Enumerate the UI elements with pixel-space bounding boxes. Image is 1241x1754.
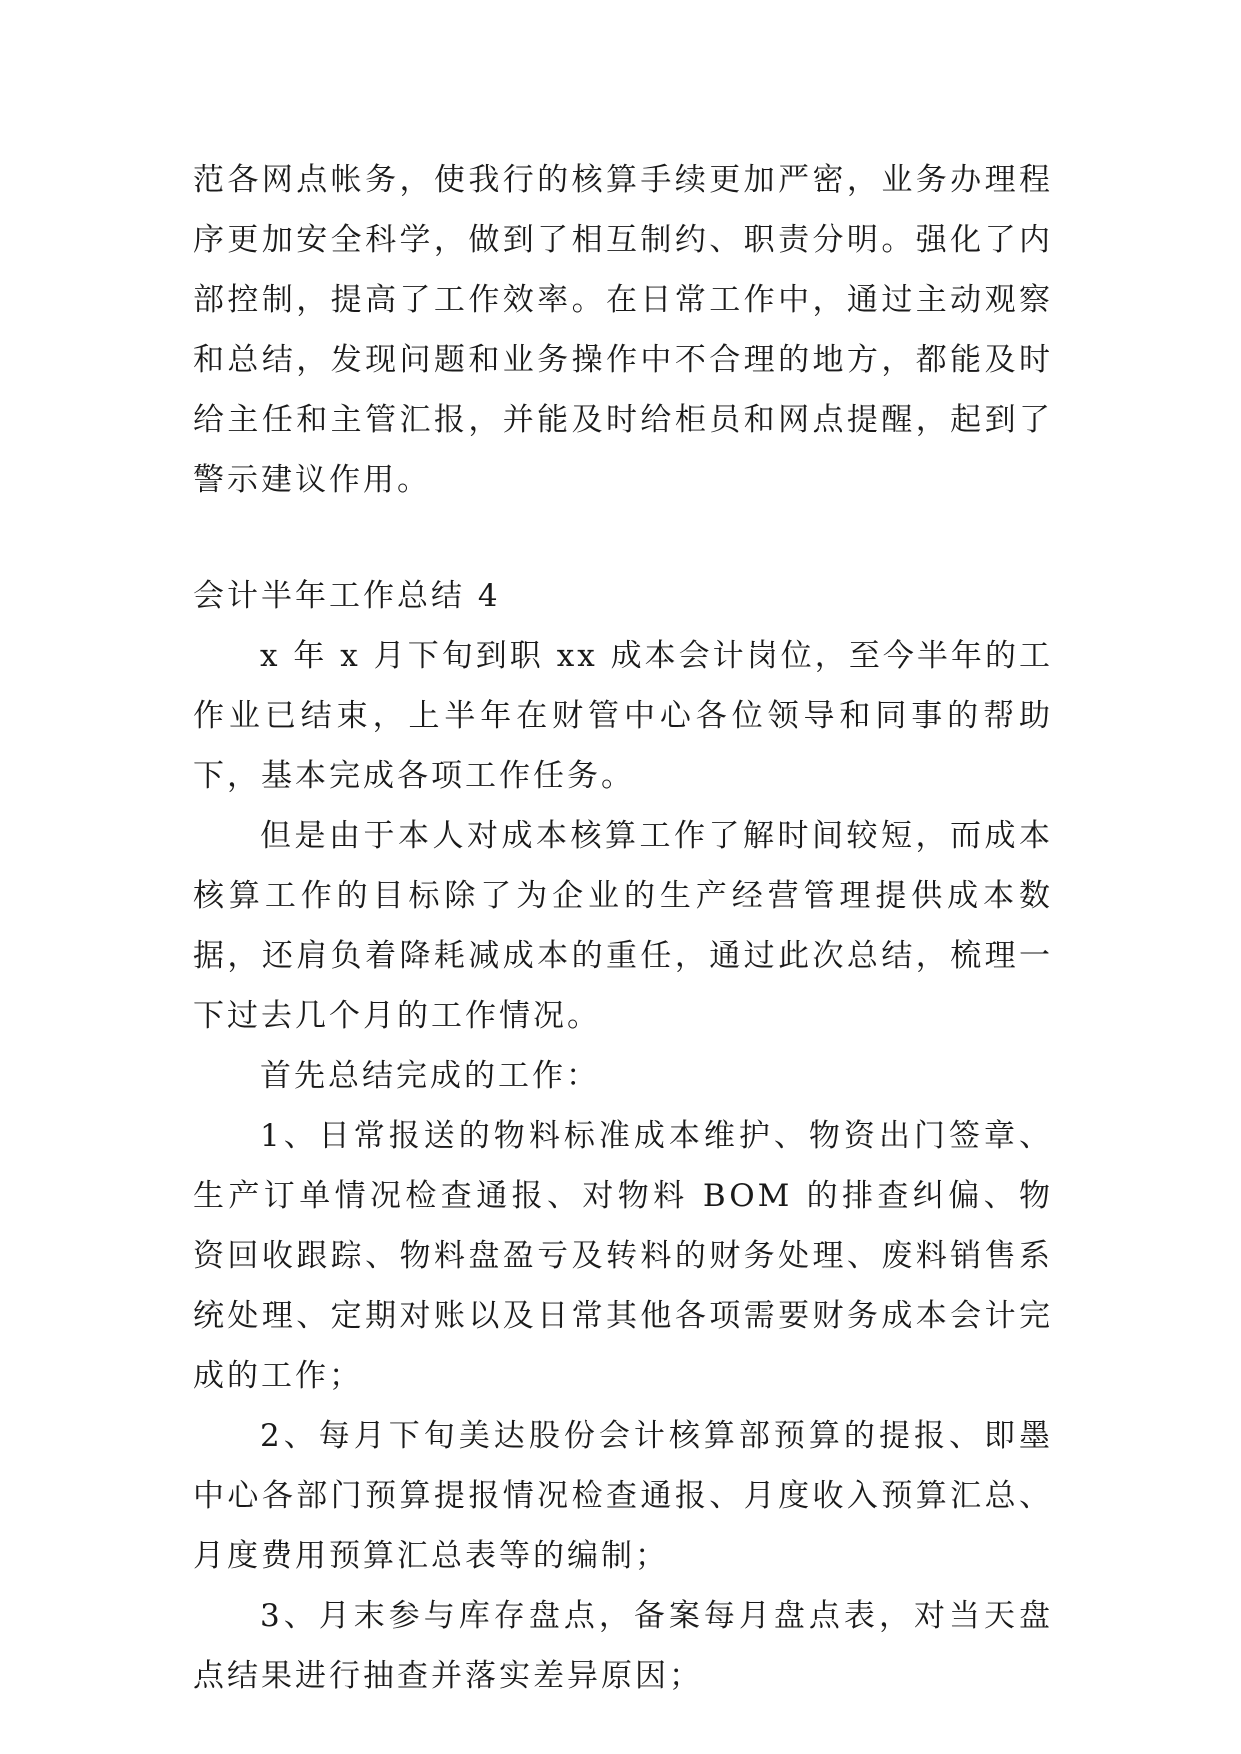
paragraph-2: 但是由于本人对成本核算工作了解时间较短，而成本核算工作的目标除了为企业的生产经营管理提供成本数据，还肩负着降耗减成本的重任，通过此次总结，梳理一下过去几个月的工作情况。 <box>193 818 1053 1034</box>
paragraph-1: x 年 x 月下旬到职 xx 成本会计岗位，至今半年的工作业已结束，上半年在财管中心各位领导和同事的帮助下，基本完成各项工作任务。 <box>193 638 1053 794</box>
paragraph-4: 1、日常报送的物料标准成本维护、物资出门签章、生产订单情况检查通报、对物料 BOM 的排查纠偏、物资回收跟踪、物料盘盈亏及转料的财务处理、废料销售系统处理、定期对账以及日常其他各项需要财务成本会计完成的工作； <box>193 1118 1053 1394</box>
paragraph-3: 首先总结完成的工作： <box>260 1058 600 1094</box>
section-title: 会计半年工作总结 4 <box>193 578 501 614</box>
intro-paragraph: 范各网点帐务，使我行的核算手续更加严密，业务办理程序更加安全科学，做到了相互制约、职责分明。强化了内部控制，提高了工作效率。在日常工作中，通过主动观察和总结，发现问题和业务操作中不合理的地方，都能及时给主任和主管汇报，并能及时给柜员和网点提醒，起到了警示建议作用。 <box>193 162 1053 498</box>
paragraph-5: 2、每月下旬美达股份会计核算部预算的提报、即墨中心各部门预算提报情况检查通报、月度收入预算汇总、月度费用预算汇总表等的编制； <box>193 1418 1053 1574</box>
paragraph-6: 3、月末参与库存盘点，备案每月盘点表，对当天盘点结果进行抽查并落实差异原因； <box>193 1598 1053 1694</box>
document-page <box>193 150 1053 1706</box>
